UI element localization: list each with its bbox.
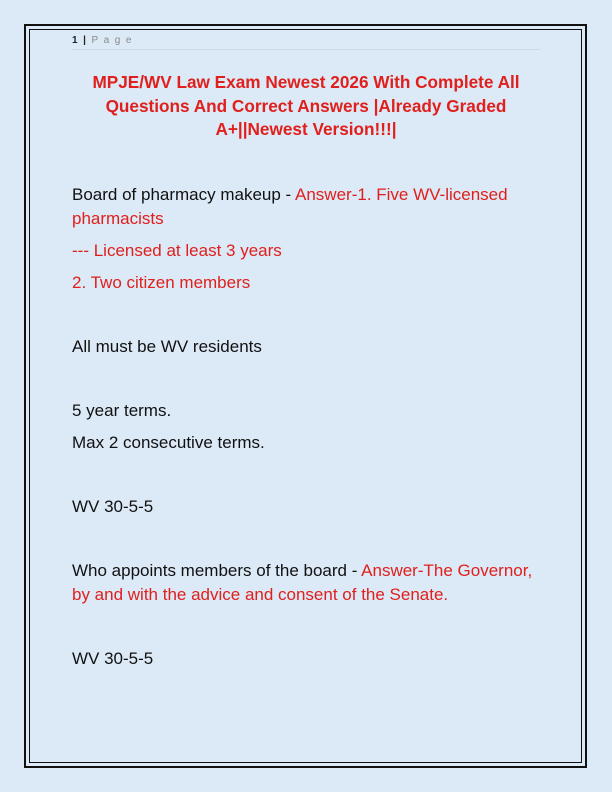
- page-header: [72, 35, 540, 50]
- answer-text: --- Licensed at least 3 years: [72, 241, 282, 260]
- question-text: Board of pharmacy makeup -: [72, 185, 296, 204]
- page-number: 1: [72, 35, 79, 46]
- question-text: Who appoints members of the board -: [72, 561, 362, 580]
- page-separator: |: [78, 35, 92, 46]
- qa-item-board-makeup: [72, 183, 540, 231]
- note-text: 5 year terms.: [72, 401, 172, 420]
- document-body: [72, 183, 540, 671]
- answer-text: 2. Two citizen members: [72, 273, 251, 292]
- answer-text: Answer-1. Five WV-licensed pharmacists: [72, 185, 508, 228]
- note-text: All must be WV residents: [72, 337, 262, 356]
- note-text: Max 2 consecutive terms.: [72, 433, 265, 452]
- document-title: MPJE/WV Law Exam Newest 2026 With Complete All Questions And Correct Answers |Already Graded A+||Newest Version!!!|: [92, 72, 520, 139]
- statute-citation: WV 30-5-5: [72, 497, 154, 516]
- statute-citation: WV 30-5-5: [72, 649, 154, 668]
- qa-item-board-appointment: [72, 559, 540, 607]
- answer-text: Answer-The Governor, by and with the advice and consent of the Senate.: [72, 561, 533, 604]
- page-label: P a g e: [91, 35, 133, 46]
